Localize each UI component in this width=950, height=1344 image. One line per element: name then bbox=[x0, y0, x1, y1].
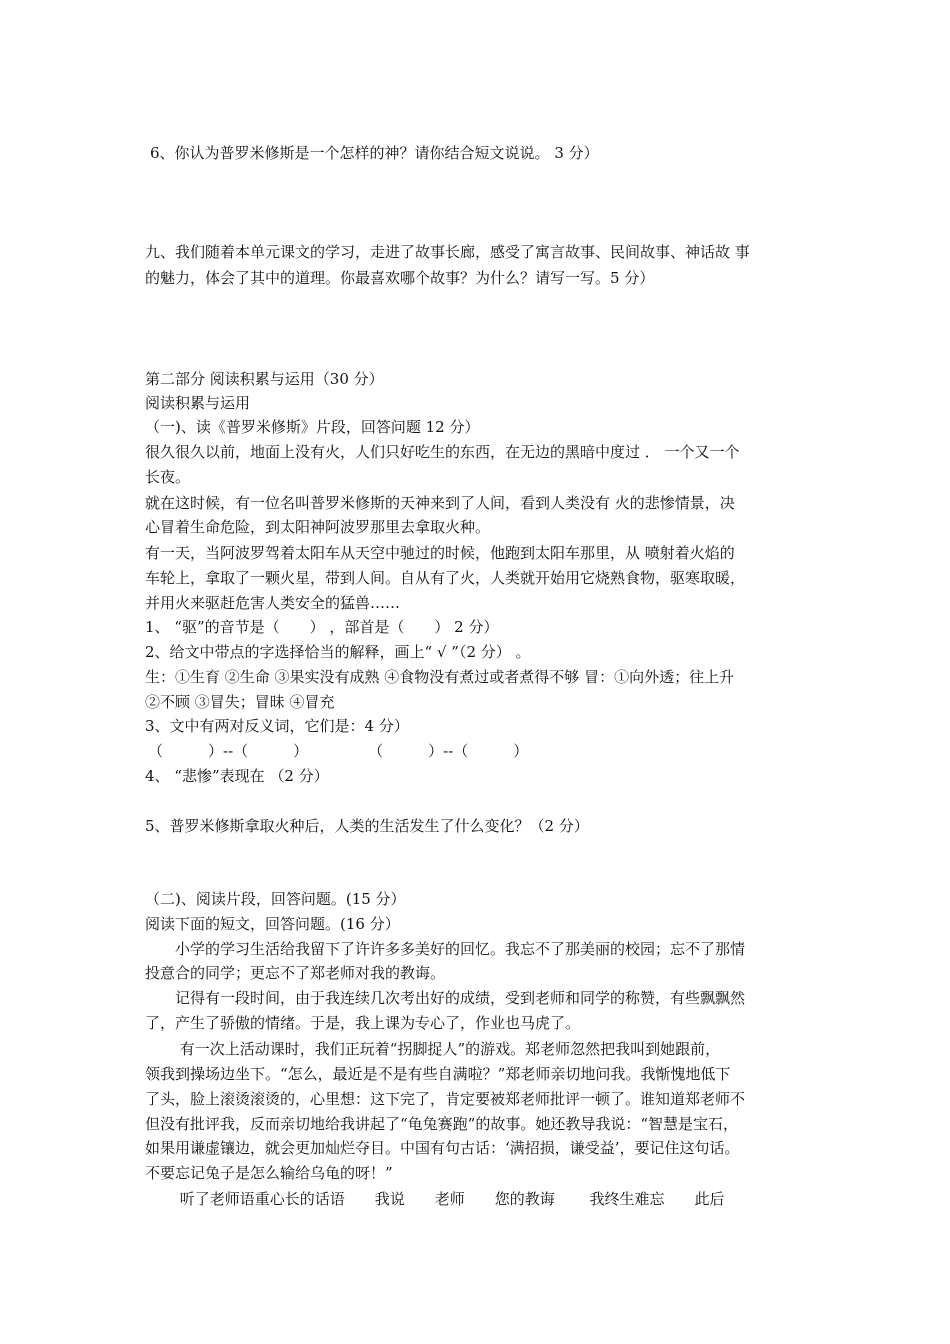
passage-line: 不要忘记兔子是怎么输给乌龟的呀！” bbox=[145, 1164, 393, 1182]
passage-line: 有一次上活动课时，我们正玩着“拐脚捉人”的游戏。郑老师忽然把我叫到她跟前， bbox=[145, 1040, 721, 1058]
passage-line: 投意合的同学；更忘不了郑老师对我的教诲。 bbox=[145, 964, 446, 982]
reading-one-question-2-options: 生：①生育 ②生命 ③果实没有成熟 ④食物没有煮过或者煮得不够 冒：①向外透；往上升 bbox=[145, 668, 735, 686]
reading-one-question-2: 2、给文中带点的字选择恰当的解释，画上“ √ ”（2 分） 。 bbox=[145, 643, 531, 661]
question-9-line-1: 九、我们随着本单元课文的学习，走进了故事长廊，感受了寓言故事、民间故事、神话故 事 bbox=[145, 243, 750, 261]
passage-line: 就在这时候，有一位名叫普罗米修斯的天神来到了人间，看到人类没有 火的悲惨情景，决 bbox=[145, 494, 735, 512]
passage-line: 很久很久以前，地面上没有火，人们只好吃生的东西，在无边的黑暗中度过 ． 一个又一个 bbox=[145, 443, 740, 461]
passage-line: 记得有一段时间，由于我连续几次考出好的成绩，受到老师和同学的称赞，有些飘飘然 bbox=[145, 989, 746, 1007]
reading-one-question-2-options: ②不顾 ③冒失；冒昧 ④冒充 bbox=[145, 693, 335, 711]
passage-line: 听了老师语重心长的话语 我说 老师 您的教诲 我终生难忘 此后 bbox=[145, 1190, 725, 1208]
passage-line: 小学的学习生活给我留下了许许多多美好的回忆。我忘不了那美丽的校园；忘不了那情 bbox=[145, 940, 746, 958]
part-two-title: 第二部分 阅读积累与运用（30 分） bbox=[145, 370, 384, 388]
passage-line: 但没有批评我，反而亲切地给我讲起了“龟兔赛跑”的故事。她还教导我说：“智慧是宝石， bbox=[145, 1115, 739, 1133]
reading-one-heading: （一)、读《普罗米修斯》片段，回答问题 12 分） bbox=[145, 418, 480, 436]
question-9-line-2: 的魅力，体会了其中的道理。你最喜欢哪个故事？为什么？请写一写。5 分） bbox=[145, 269, 655, 287]
reading-one-question-4: 4、 “悲惨”表现在 （2 分） bbox=[145, 767, 329, 785]
reading-one-question-3-blanks: （ ）--（ ） （ ）--（ ） bbox=[148, 742, 529, 760]
passage-line: 领我到操场边坐下。“怎么，最近是不是有些自满啦？”郑老师亲切地问我。我惭愧地低下 bbox=[145, 1065, 731, 1083]
passage-line: 车轮上，拿取了一颗火星，带到人间。自从有了火，人类就开始用它烧熟食物，驱寒取暖， bbox=[145, 569, 746, 587]
passage-line: 长夜。 bbox=[145, 468, 191, 486]
passage-line: 了，产生了骄傲的情绪。于是，我上课为专心了，作业也马虎了。 bbox=[145, 1014, 581, 1032]
reading-two-subheading: 阅读下面的短文，回答问题。(16 分） bbox=[145, 915, 400, 933]
reading-one-question-3: 3、文中有两对反义词，它们是：4 分） bbox=[145, 717, 409, 735]
reading-one-question-1: 1、 “驱”的音节是（ ） ，部首是（ ） 2 分） bbox=[145, 618, 499, 636]
passage-line: 了头，脸上滚烫滚烫的，心里想：这下完了，肯定要被郑老师批评一顿了。谁知道郑老师不 bbox=[145, 1090, 746, 1108]
part-two-subtitle: 阅读积累与运用 bbox=[145, 394, 251, 412]
passage-line: 如果用谦虚镶边，就会更加灿烂夺目。中国有句古话：‘满招损，谦受益’，要记住这句话。 bbox=[145, 1139, 740, 1157]
passage-line: 心冒着生命危险，到太阳神阿波罗那里去拿取火种。 bbox=[145, 518, 491, 536]
question-6: 6、你认为普罗米修斯是一个怎样的神？请你结合短文说说。 3 分） bbox=[150, 144, 599, 162]
passage-line: 有一天，当阿波罗驾着太阳车从天空中驰过的时候，他跑到太阳车那里，从 喷射着火焰的 bbox=[145, 544, 735, 562]
reading-two-heading: （二)、阅读片段，回答问题。(15 分） bbox=[145, 890, 406, 908]
passage-line: 并用火来驱赶危害人类安全的猛兽…… bbox=[145, 594, 401, 612]
reading-one-question-5: 5、普罗米修斯拿取火种后，人类的生活发生了什么变化？（2 分） bbox=[145, 817, 589, 835]
